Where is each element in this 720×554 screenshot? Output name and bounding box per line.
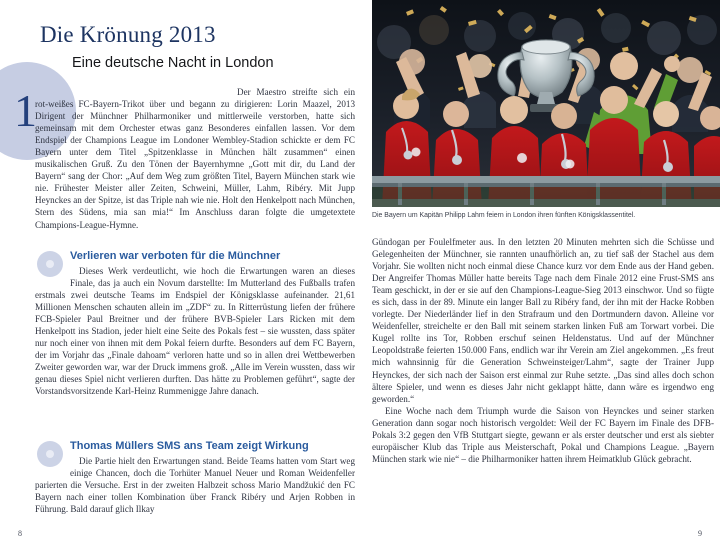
text-wrap-spacer xyxy=(223,86,237,98)
text-wrap-spacer xyxy=(35,86,75,98)
section-bullet-icon xyxy=(37,441,63,467)
section-body xyxy=(35,455,355,515)
body-paragraph: Eine Woche nach dem Triumph wurde die Saison von Heynckes und seiner starken Generation dann sogar noch historisch vergoldet: Weil der FC Bayern im Finale des DFB-Pokals 3:2 gegen den VfB Stuttgart siegte, gewann er als erster deutscher und erst als siebter europäischer Klub das Triple aus Meisterschaft, Pokal und Champions League. „Bayern München stark wie nie“ – die Philharmoniker hatten ihrem Heimatklub Glück gebracht. xyxy=(372,405,714,464)
text-wrap-spacer xyxy=(155,86,195,98)
section-body-text: Dieses Werk verdeutlicht, wie hoch die Erwartungen waren an dieses Finale, das ja auch ein Novum darstellte: Im Mutterland des Fußballs trafen erstmals zwei deutsche Teams im Endspiel der Königsklasse aufeinander. 21,61 Millionen Menschen schauten allein im „ZDF“ zu. In Ritterrüstung liefen der frühere FCB-Spieler Paul Breitner und der frühere BVB-Spieler Lars Ricken mit dem Henkelpott ins Stadion, jeder hielt eine Seite des Pokals fest – sie wussten, dass später nur noch einer von ihnen mit dem Pokal feiern durfte. Besonders auf dem FC Bayern, der im Vorjahr das „Finale dahoam“ verloren hatte und so in allen drei Wettbewerben Zweiter geworden war, war der Druck immens groß. „Alle im Verein wussten, dass wir genau dieses Spiel nicht verlieren durften. Das hätte zu Problemen geführt“, sagte der Vorstandsvorsitzende Karl-Heinz Rummenigge Jahre danach. xyxy=(35,266,355,397)
section-body xyxy=(35,265,355,398)
text-wrap-spacer xyxy=(75,86,115,98)
right-page-body xyxy=(372,236,714,465)
section-heading: Thomas Müllers SMS ans Team zeigt Wirkung xyxy=(70,440,309,452)
photo-caption: Die Bayern um Kapitän Philipp Lahm feiern in London ihren fünften Königsklassentitel. xyxy=(372,212,636,219)
text-wrap-spacer xyxy=(115,86,155,98)
text-wrap-spacer xyxy=(195,86,223,98)
section-body-text: Die Partie hielt den Erwartungen stand. Beide Teams hatten vom Start weg einige Chancen, doch die Torhüter Manuel Neuer und Roman Weidenfeller parierten die Versuche. Erst in der zweiten Halbzeit schoss Mario Mandžukić den FC Bayern nach einer tollen Kombination über Franck Ribéry und Arjen Robben in Führung. Bald darauf glich Ilkay xyxy=(35,456,355,515)
page-number-right: 9 xyxy=(698,529,702,538)
page-number-left: 8 xyxy=(18,529,22,538)
celebration-photo xyxy=(372,0,720,207)
celebration-photo-graphic xyxy=(372,0,720,207)
section-heading: Verlieren war verboten für die Münchner xyxy=(70,250,281,262)
lead-paragraph xyxy=(35,86,355,231)
body-paragraph: Gündogan per Foulelfmeter aus. In den letzten 20 Minuten mehrten sich die Schüsse und Gelegenheiten der Münchner, sie rannten unaufhörlich an, zu tief saß der Stachel aus dem Vorjahr. Sie wollten nicht noch einmal diese Chance kurz vor dem Ende aus der Hand geben. Der Angreifer Thomas Müller hatte bereits Tage nach dem Finale 2012 eine Frust-SMS ans Team geschickt, in der er sie auf den Champions-League-Sieg 2013 einschwor. Und so fügte es sich, dass in der 89. Minute ein langer Ball zu Ribéry fand, der ihn mit der Hacke Robben vorlegte. Der Niederländer lief in den Strafraum und den Dortmundern davon. Alleine vor Weidenfeller, streichelte er den Ball mit seinem starken linken Fuß am Torwart vorbei. Die Kugel rollte ins Tor, Robben erschuf seinen Heldenstatus. Und auf der Münchner Leopoldstraße feierten 150.000 Fans, endlich war ihr Verein am Ziel angekommen. „Es freut mich wahnsinnig für die Generation Schweinsteiger/Lahm“, sagte der Trainer Jupp Heynckes, der sich nach der Saison erst einmal zur Ruhe setzte. „Das sind alles doch schon ältere Spieler, und wenn es dieses Jahr nicht geklappt hätte, dann wäre es irgendwo eng geworden.“ xyxy=(372,237,714,404)
section-verlieren xyxy=(35,250,355,398)
page-title: Die Krönung 2013 xyxy=(40,22,216,47)
section-mueller-sms xyxy=(35,440,355,515)
section-bullet-icon xyxy=(37,251,63,277)
right-page xyxy=(360,0,720,554)
lead-paragraph-text: Der Maestro streifte sich ein rot-weißes FC-Bayern-Trikot über und begann zu dirigieren: Lorin Maazel, 2013 Dirigent der Münchner Philharmoniker und mittlerweile verstorben, hatte sich gemeinsam mit dem Orchester etwas ganz Besonderes einfallen lassen. Vor dem Endspiel der Champions League im Londoner Wembley-Stadion schickte er dem FC Bayern unter dem Titel „Spitzenklasse in München hält zusammen“ einen musikalischen Gruß. Zu den Tönen der Bayernhymne „Gott mit dir, du Land der Bayern“ sang der Chor: „Auf dem Weg zum größten Titel, Bayern München stark wie nie. Frühester Meister aller Zeiten, Schweini, Müller, Lahm, Ribéry. Mit Jupp Heynckes an der Spitze, ist das Triple nah wie nie. Holt den Henkelpott nach München, Stern des Südens, mia san mia!“ Im Anschluss daran folgte die umgetextete Champions-League-Hymne. xyxy=(35,87,355,230)
chapter-number: 1 xyxy=(14,85,37,136)
page-subtitle: Eine deutsche Nacht in London xyxy=(72,55,274,71)
